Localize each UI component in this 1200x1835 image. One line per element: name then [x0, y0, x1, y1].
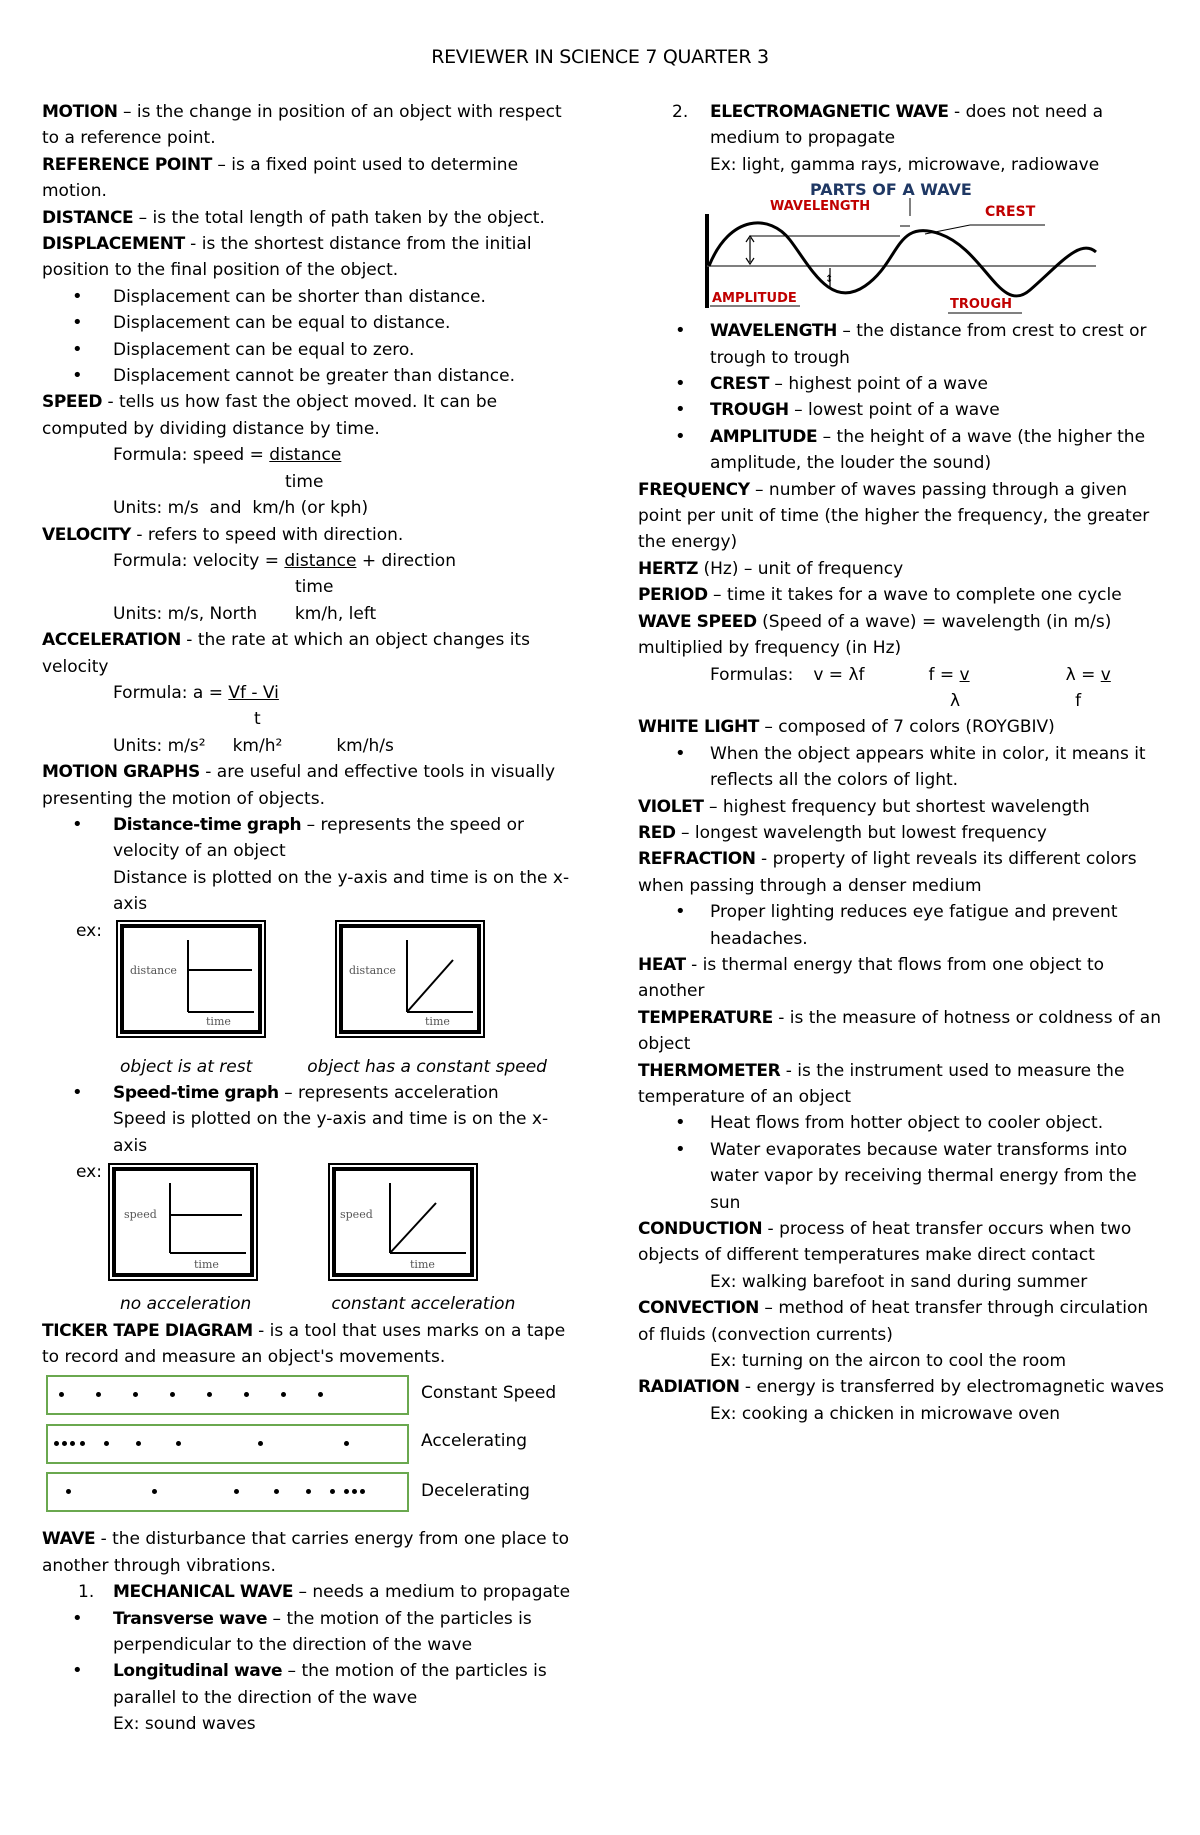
- graph-x-label: time: [206, 1014, 231, 1028]
- heat-def: HEAT - is thermal energy that flows from one object to another: [638, 954, 1105, 1002]
- hertz-def: HERTZ (Hz) – unit of frequency: [638, 558, 904, 579]
- trough-label: TROUGH: [950, 297, 1013, 313]
- speed-time-captions: no acceleration constant acceleration: [120, 1294, 516, 1315]
- wavelength-item: • WAVELENGTH – the distance from crest to crest or trough to trough: [638, 318, 1168, 371]
- wave-diagram: [700, 178, 1120, 318]
- speed-time-note: Speed is plotted on the y-axis and time is on the x-axis: [113, 1109, 549, 1156]
- velocity-def: VELOCITY - refers to speed with direction.: [42, 524, 404, 545]
- tape-accelerating: [46, 1424, 409, 1464]
- left-column: [42, 99, 582, 1738]
- mechanical-wave-item: 1. MECHANICAL WAVE – needs a medium to propagate: [78, 1582, 571, 1603]
- velocity-formula: Formula: velocity = distance + direction: [113, 550, 456, 571]
- motion-graphs-def: MOTION GRAPHS - are useful and effective tools in visually presenting the motion of objects.: [42, 762, 556, 809]
- reference-point-def: REFERENCE POINT – is a fixed point used to determine motion.: [42, 154, 519, 202]
- tape-constant-speed: [46, 1375, 409, 1415]
- graph-y-label: distance: [349, 963, 396, 977]
- acceleration-formula-denominator: t: [254, 709, 261, 730]
- speed-formula-denominator: time: [285, 471, 324, 492]
- crest-item: • CREST – highest point of a wave: [638, 371, 1168, 397]
- rest-graph: [116, 920, 266, 1038]
- speed-formula: Formula: speed = distance: [113, 445, 342, 466]
- convection-def: CONVECTION – method of heat transfer through circulation of fluids (convection currents): [638, 1298, 1149, 1345]
- svg-text:↕: ↕: [825, 274, 834, 286]
- list-item: • Displacement can be equal to distance.: [42, 310, 582, 336]
- ex-label: ex:: [76, 920, 102, 941]
- graph-x-label: time: [410, 1258, 435, 1272]
- conduction-example: Ex: walking barefoot in sand during summer: [710, 1271, 1088, 1292]
- wave-formula-denominators: λ f: [950, 690, 1082, 711]
- constant-acceleration-graph: [328, 1163, 478, 1281]
- longitudinal-wave-item: • Longitudinal wave – the motion of the particles is parallel to the direction of the wave: [42, 1658, 582, 1711]
- convection-example: Ex: turning on the aircon to cool the room: [710, 1351, 1067, 1372]
- parts-of-wave-figure: [638, 178, 1168, 318]
- graph-x-label: time: [425, 1014, 450, 1028]
- displacement-def: DISPLACEMENT - is the shortest distance from the initial position to the final position of the object.: [42, 234, 532, 281]
- conduction-def: CONDUCTION - process of heat transfer occurs when two objects of different temperatures make direct contact: [638, 1219, 1132, 1266]
- ex-label: ex:: [76, 1162, 102, 1183]
- distance-time-captions: object is at rest object has a constant speed: [120, 1056, 547, 1077]
- transverse-wave-item: • Transverse wave – the motion of the particles is perpendicular to the direction of the wave: [42, 1606, 582, 1659]
- amplitude-item: • AMPLITUDE – the height of a wave (the higher the amplitude, the louder the sound): [638, 424, 1168, 477]
- right-column: [638, 99, 1168, 1427]
- list-item: • Water evaporates because water transforms into water vapor by receiving thermal energy from the sun: [638, 1137, 1168, 1216]
- no-acceleration-graph: [108, 1163, 258, 1281]
- tape-label: Decelerating: [421, 1481, 530, 1502]
- motion-def: MOTION – is the change in position of an object with respect to a reference point.: [42, 102, 562, 149]
- amplitude-label: AMPLITUDE: [712, 291, 797, 307]
- speed-def: SPEED - tells us how fast the object moved. It can be computed by dividing distance by time.: [42, 392, 498, 439]
- electromagnetic-wave-item: 2. ELECTROMAGNETIC WAVE - does not need a medium to propagate: [672, 102, 1104, 149]
- list-item: • Displacement can be equal to zero.: [42, 337, 582, 363]
- graph-x-label: time: [194, 1258, 219, 1272]
- page-title: REVIEWER IN SCIENCE 7 QUARTER 3: [431, 46, 769, 68]
- white-light-def: WHITE LIGHT – composed of 7 colors (ROYGBIV): [638, 717, 1055, 738]
- violet-def: VIOLET – highest frequency but shortest wavelength: [638, 796, 1090, 817]
- ticker-tapes: [42, 1370, 582, 1526]
- speed-units: Units: m/s and km/h (or kph): [113, 498, 369, 519]
- list-item: • Displacement cannot be greater than distance.: [42, 363, 582, 389]
- acceleration-units: Units: m/s² km/h² km/h/s: [113, 735, 394, 756]
- tape-label: Accelerating: [421, 1431, 528, 1452]
- electromagnetic-example: Ex: light, gamma rays, microwave, radiowave: [710, 154, 1100, 175]
- list-item: • Heat flows from hotter object to cooler object.: [638, 1110, 1168, 1136]
- list-item: • Displacement can be shorter than distance.: [42, 284, 582, 310]
- graph-y-label: speed: [124, 1208, 157, 1222]
- speed-time-figures: [42, 1159, 582, 1291]
- wave-def: WAVE - the disturbance that carries energy from one place to another through vibrations.: [42, 1529, 570, 1576]
- temperature-def: TEMPERATURE - is the measure of hotness or coldness of an object: [638, 1007, 1161, 1055]
- speed-time-graph-item: • Speed-time graph – represents acceleration: [42, 1080, 582, 1106]
- list-item: • When the object appears white in color, it means it reflects all the colors of light.: [638, 741, 1168, 794]
- ticker-tape-def: TICKER TAPE DIAGRAM - is a tool that uses marks on a tape to record and measure an object's movements.: [42, 1320, 566, 1368]
- red-def: RED – longest wavelength but lowest frequency: [638, 822, 1047, 843]
- crest-label: CREST: [985, 204, 1036, 221]
- wave-speed-def: WAVE SPEED (Speed of a wave) = wavelength (in m/s) multiplied by frequency (in Hz): [638, 611, 1112, 659]
- graph-y-label: distance: [130, 963, 177, 977]
- thermometer-def: THERMOMETER - is the instrument used to measure the temperature of an object: [638, 1060, 1125, 1107]
- distance-time-graph-item: • Distance-time graph – represents the speed or velocity of an object: [42, 812, 582, 865]
- list-item: • Proper lighting reduces eye fatigue and prevent headaches.: [638, 899, 1168, 952]
- trough-item: • TROUGH – lowest point of a wave: [638, 397, 1168, 423]
- wave-formulas: Formulas: v = λf f = v λ = v: [710, 664, 1111, 685]
- refraction-def: REFRACTION - property of light reveals its different colors when passing through a denser medium: [638, 849, 1137, 896]
- distance-time-note: Distance is plotted on the y-axis and time is on the x-axis: [113, 867, 570, 915]
- wavelength-label: WAVELENGTH: [770, 199, 871, 215]
- radiation-def: RADIATION - energy is transferred by electromagnetic waves: [638, 1377, 1164, 1398]
- longitudinal-example: Ex: sound waves: [113, 1714, 256, 1735]
- distance-def: DISTANCE – is the total length of path taken by the object.: [42, 207, 545, 228]
- acceleration-formula: Formula: a = Vf - Vi: [113, 682, 279, 703]
- velocity-units: Units: m/s, North km/h, left: [113, 603, 377, 624]
- graph-y-label: speed: [340, 1208, 373, 1222]
- radiation-example: Ex: cooking a chicken in microwave oven: [710, 1403, 1060, 1424]
- velocity-formula-denominator: time: [295, 577, 334, 598]
- period-def: PERIOD – time it takes for a wave to complete one cycle: [638, 585, 1122, 606]
- distance-time-figures: [42, 918, 582, 1054]
- constant-speed-graph: [335, 920, 485, 1038]
- acceleration-def: ACCELERATION - the rate at which an object changes its velocity: [42, 630, 530, 677]
- tape-label: Constant Speed: [421, 1383, 557, 1404]
- wave-fig-title: PARTS OF A WAVE: [810, 180, 972, 200]
- frequency-def: FREQUENCY – number of waves passing through a given point per unit of time (the higher the frequency, the greater the energy): [638, 479, 1150, 553]
- tape-decelerating: [46, 1472, 409, 1512]
